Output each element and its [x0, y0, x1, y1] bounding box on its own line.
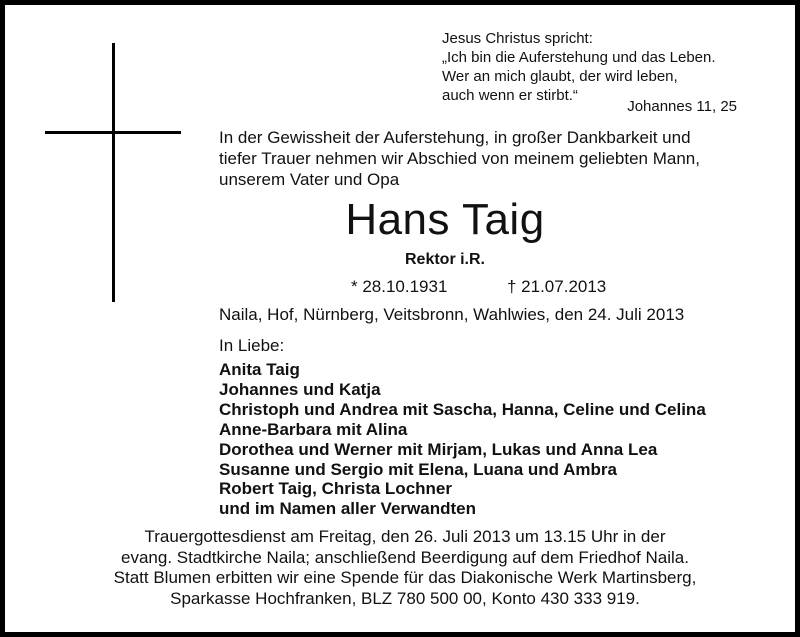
intro-line: unserem Vater und Opa — [219, 170, 400, 189]
footer-line: evang. Stadtkirche Naila; anschließend Beerdigung auf dem Friedhof Naila. — [121, 547, 689, 567]
list-item: Susanne und Sergio mit Elena, Luana und Ambra — [219, 459, 617, 479]
verse-reference: Johannes 11, 25 — [627, 98, 737, 115]
verse-line: Jesus Christus spricht: — [442, 30, 593, 47]
deceased-name: Hans Taig — [345, 195, 545, 244]
list-item: Dorothea und Werner mit Mirjam, Lukas und Anna Lea — [219, 439, 658, 459]
list-item: Johannes und Katja — [219, 379, 381, 399]
footer-line: Trauergottesdienst am Freitag, den 26. Juli 2013 um 13.15 Uhr in der — [144, 527, 666, 546]
list-item: Anita Taig — [219, 360, 300, 379]
mourners-list — [219, 360, 706, 519]
list-item: Christoph und Andrea mit Sascha, Hanna, Celine und Celina — [219, 399, 706, 419]
place-date: Naila, Hof, Nürnberg, Veitsbronn, Wahlwies, den 24. Juli 2013 — [219, 305, 685, 324]
list-item: und im Namen aller Verwandten — [219, 499, 476, 519]
intro-line: tiefer Trauer nehmen wir Abschied von meinem geliebten Mann, — [219, 149, 700, 168]
list-item: Anne-Barbara mit Alina — [219, 419, 408, 439]
verse-line: Wer an mich glaubt, der wird leben, — [442, 68, 678, 85]
in-love-heading: In Liebe: — [219, 336, 285, 355]
bible-verse — [442, 29, 716, 105]
footer-line: Statt Blumen erbitten wir eine Spende für das Diakonische Werk Martinsberg, — [113, 568, 697, 587]
death-date: † 21.07.2013 — [507, 277, 607, 296]
cross-icon-bar — [45, 131, 181, 134]
service-info — [5, 527, 800, 609]
birth-date: * 28.10.1931 — [351, 277, 448, 296]
deceased-profession: Rektor i.R. — [404, 251, 485, 268]
verse-line: auch wenn er stirbt.“ — [442, 87, 578, 104]
list-item: Robert Taig, Christa Lochner — [219, 479, 452, 499]
verse-line: „Ich bin die Auferstehung und das Leben. — [442, 49, 716, 66]
intro-line: In der Gewissheit der Auferstehung, in großer Dankbarkeit und — [219, 128, 691, 147]
intro-text — [219, 127, 700, 190]
footer-line: Sparkasse Hochfranken, BLZ 780 500 00, Konto 430 333 919. — [170, 588, 640, 608]
